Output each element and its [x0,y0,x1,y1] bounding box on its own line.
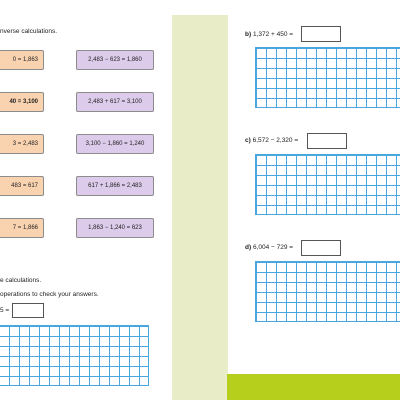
page-gutter [172,15,228,400]
equation-box-left-3: 3 = 2,483 [0,134,44,154]
working-grid-d[interactable] [255,261,400,322]
equation-box-right-4: 617 + 1,866 = 2,483 [76,176,154,196]
equation-box-right-5: 1,863 − 1,240 = 623 [76,218,154,238]
working-grid-c[interactable] [255,154,400,215]
equation-box-left-4: 483 = 617 [0,176,44,196]
question-b-letter [245,31,293,38]
question-c-line [245,137,298,144]
instruction-calculations: e calculations. [0,277,42,284]
answer-box-d[interactable] [301,240,341,256]
answer-box-a[interactable] [12,303,44,318]
question-expression-b: 1,372 + 450 = [252,31,294,38]
working-grid-b[interactable] [255,47,400,108]
question-label-b: b) [245,31,252,38]
question-label-d: d) [245,244,252,251]
equation-box-left-1: 0 = 1,863 [0,50,44,70]
instruction-check-answers: operations to check your answers. [0,291,99,298]
equation-box-left-2: 40 = 3,100 [0,92,44,112]
question-expression-d: 6,004 − 729 = [252,244,294,251]
equation-box-right-3: 3,100 − 1,860 = 1,240 [76,134,154,154]
answer-box-c[interactable] [307,133,347,149]
page-footer-band [227,374,400,400]
equation-box-right-2: 2,483 + 617 = 3,100 [76,92,154,112]
working-grid-a[interactable] [0,325,149,386]
answer-box-b[interactable] [301,26,341,42]
instruction-inverse: nverse calculations. [0,28,58,35]
partial-question-a: 5 = [0,307,10,314]
question-d-line [245,244,293,251]
question-expression-c: 6,572 − 2,320 = [252,137,299,144]
equation-box-left-5: 7 = 1,866 [0,218,44,238]
equation-box-right-1: 2,483 − 623 = 1,860 [76,50,154,70]
question-label-c: c) [245,137,251,144]
